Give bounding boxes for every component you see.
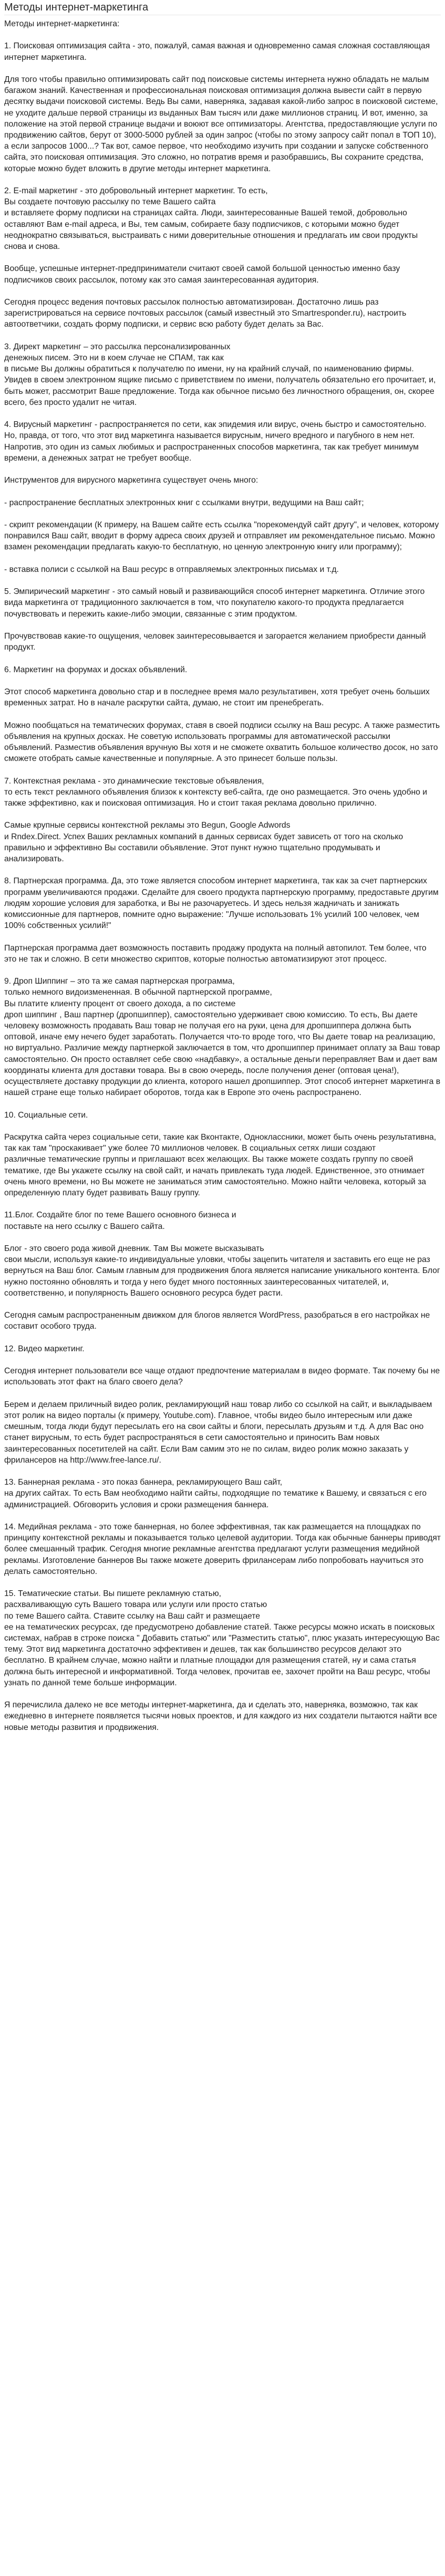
paragraph: 15. Тематические статьи. Вы пишете рекламную статью, расхваливающую суть Вашего товара или услуги или просто статью по теме Вашего сайта. Ставите ссылку на Ваш сайт и размещаете ее на тематических ресурсах, где предусмотрено добавление статей. Также ресурсы можно искать в поисковых системах, набрав в строке поиска " Добавить статью" или "Разместить статью", плюс указать интересующую Вас тему. Этот вид маркетинга достаточно эффективен и дешев, так как большинство ресурсов делают это бесплатно. В крайнем случае, можно найти и платные площадки для размещения статей, ну и сама статья должна быть интересной и информативной. Тогда человек, прочитав ее, захочет пройти на Ваш ресурс, чтобы узнать по данной теме больше информации.: [4, 1589, 440, 1687]
paragraph: Прочувствовав какие-то ощущения, человек заинтересовывается и загорается желанием приобрести данный продукт.: [4, 631, 426, 652]
paragraph: 2. E-mail маркетинг - это добровольный интернет маркетинг. То есть, Вы создаете почтовую рассылку по теме Вашего сайта и вставляете форму подписки на страницах сайта. Люди, заинтересованные Вашей темой, добровольно оставляют Вам e-mail адреса, и Вы, тем самым, собираете базу подписчиков, с которыми можно будет неоднократно связываться, выстраивать с ними доверительные отношения и предлагать им свои продукты снова и снова.: [4, 186, 418, 252]
paragraph: Сегодня процесс ведения почтовых рассылок полностью автоматизирован. Достаточно лишь раз зарегистрироваться на сервисе почтовых рассылок (самый известный это Smartresponder.ru), настроить автоответчики, создать форму подписки, и сервис всю работу будет делать за Вас.: [4, 298, 407, 329]
paragraph: 6. Маркетинг на форумах и досках объявлений.: [4, 665, 188, 674]
paragraph: Для того чтобы правильно оптимизировать сайт под поисковые системы интернета нужно обладать не малым багажом знаний. Качественная и профессиональная поисковая оптимизация должна вывести сайт в первую десятку выдачи поисковой системы. Ведь Вы сами, наверняка, задавая какой-либо запрос в поисковой системе, не уходите дальше первой страницы из выданных Вам тысяч или даже миллионов страниц. И вот, именно, за положение на этой первой странице выдачи и воюют все оптимизаторы. Агентства, предоставляющие услуги по продвижению сайтов, берут от 3000-5000 рублей за один запрос (чтобы по этому запросу сайт попал в ТОП 10), а если запросов 1000...? Так вот, самое первое, что необходимо изучить при создании и запуске собственного сайта, это поисковая оптимизация. Это сложно, но потратив время и разобравшись, Вы сохраните средства, которые можно будет вложить в другие методы интернет маркетинга.: [4, 75, 438, 173]
paragraph: Раскрутка сайта через социальные сети, такие как Вконтакте, Одноклассники, может быть очень результативна, так как там "проскакивает" уже более 70 миллионов человек. В социальных сетях лиши создают различные тематические группы и приглашают всех желающих. Вы также можете создать группу по своей тематике, где Вы укажете ссылку на свой сайт, и начать привлекать туда людей. Единственное, это отнимает очень много времени, но Вы можете не заниматься этим самостоятельно. Можно найти человека, который за определенную плату будет развивать Вашу группу.: [4, 1132, 437, 1197]
paragraph: 14. Медийная реклама - это тоже баннерная, но более эффективная, так как размещается на площадках по принципу контекстной рекламы и показывается только целевой аудитории. Тогда как обычные баннеры приводят более смешанный трафик. Сегодня многие рекламные агентства предлагают услуги размещения медийной рекламы. Изготовление баннеров Вы также можете доверить фрилансерам либо попробовать научиться это делать самостоятельно.: [4, 1522, 441, 1576]
paragraph: 4. Вирусный маркетинг - распространяется по сети, как эпидемия или вирус, очень быстро и самостоятельно. Но, правда, от того, что этот вид маркетинга называется вирусным, ничего вредного и пагубного в нем нет. Напротив, это один из самых любимых и распространенных способов маркетинга, так как требует минимум времени, а денежных затрат не требует вообще.: [4, 420, 427, 463]
paragraph: 8. Партнерская программа. Да, это тоже является способом интернет маркетинга, так как за счет партнерских программ увеличиваются продажи. Сделайте для своего продукта партнерскую программу, предоставьте другим людям хорошие условия для заработка, и Вы не разочаруетесь. И здесь нельзя жадничать и занижать комиссионные для партнеров, помните одно выражение: "Лучше использовать 1% усилий 100 человек, чем 100% собственных усилий!": [4, 877, 439, 931]
paragraph: - вставка полиси с ссылкой на Ваш ресурс в отправляемых электронных письмах и т.д.: [4, 565, 339, 574]
paragraph: 3. Директ маркетинг – это рассылка персонализированных денежных писем. Это ни в коем случае не СПАМ, так как в письме Вы должны обратиться к получателю по имени, ну на крайний случай, по наименованию фирмы. Увидев в своем электронном ящике письмо с приветствием по имени, получатель обязательно его прочитает, и, быть может, рассмотрит Ваше предложение. Тогда как обычное письмо без личностного обращения, он, скорее всего, без просто удалит не читая.: [4, 342, 436, 407]
paragraph: Этот способ маркетинга довольно стар и в последнее время мало результативен, хотя требует очень больших временных затрат. Но в начале раскрутки сайта, думаю, не стоит им пренебрегать.: [4, 687, 430, 708]
paragraph: Сегодня интернет пользователи все чаще отдают предпочтение материалам в видео формате. Так почему бы не использовать этот факт на благо своего дела?: [4, 1367, 440, 1387]
article-body: [4, 18, 441, 1733]
paragraph: Блог - это своего рода живой дневник. Там Вы можете высказывать свои мысли, используя какие-то индивидуальные уловки, чтобы зацепить читателя и заставить его еще не раз вернуться на Ваш блог. Самым главным для продвижения блога является написание уникального контента. Блог нужно постоянно обновлять и тогда у него будет много постоянных заинтересованных читателей, и, соответственно, и популярность Вашего основного ресурса будет расти.: [4, 1244, 440, 1298]
paragraph: 13. Баннерная реклама - это показ баннера, рекламирующего Ваш сайт, на других сайтах. То есть Вам необходимо найти сайты, подходящие по тематике к Вашему, и связаться с его администрацией. Обговорить условия и сроки размещения баннера.: [4, 1478, 427, 1509]
paragraph: 1. Поисковая оптимизация сайта - это, пожалуй, самая важная и одновременно самая сложная составляющая интернет маркетинга.: [4, 41, 430, 62]
paragraph: 9. Дроп Шиппинг – это та же самая партнерская программа, только немного видоизмененная. В обычной партнерской программе, Вы платите клиенту процент от своего дохода, а по системе дроп шиппинг , Ваш партнер (дропшиппер), самостоятельно удерживает свою комиссию. То есть, Вы даете человеку возможность продавать Ваш товар не получая его на руки, цена для дропшиппера должна быть оптовой, иначе ему нечего будет заработать. Получается что-то вроде того, что Вы даете товар на реализацию, но виртуально. Различие между партнеркой заключается в том, что дропшиппер принимает оплату за Ваш товар самостоятельно. Он просто оставляет себе свою «надбавку», а остальные деньги переправляет Вам и дает вам координаты клиента для доставки товара. Вы в свою очередь, после получения денег (оптовая цена!), осуществляете доставку продукции до клиента, которого нашел дропшиппер. Этот способ интернет маркетинга в нашей стране еще только набирает оборотов, тогда как в Европе это очень распространено.: [4, 977, 441, 1098]
paragraph: Я перечислила далеко не все методы интернет-маркетинга, да и сделать это, наверняка, возможно, так как ежедневно в интернете появляется тысячи новых проектов, и для каждого из них создатели пытаются найти все новые методы развития и продвижения.: [4, 1701, 437, 1732]
paragraph: Вообще, успешные интернет-предприниматели считают своей самой большой ценностью именно базу подписчиков своих рассылок, потому как это самая заинтересованная аудитория.: [4, 264, 400, 285]
paragraph: - скрипт рекомендации (К примеру, на Вашем сайте есть ссылка "порекомендуй сайт другу", и человек, которому понравился Ваш сайт, вводит в форму адреса своих друзей и отправляет им рекомендательное письмо. Можно взамен рекомендации предлагать какую-то бесплатную, но ценную электронную книгу или программу);: [4, 520, 439, 552]
paragraph: 10. Социальные сети.: [4, 1110, 88, 1120]
paragraph: Самые крупные сервисы контекстной рекламы это Begun, Google Adwords и Rndex.Direct. Успех Ваших рекламных компаний в данных сервисах будет зависеть от того на сколько правильно и эффективно Вы составили объявление. Этот пункт нужно тщательно продумывать и анализировать.: [4, 821, 403, 863]
paragraph: Сегодня самым распространенным движком для блогов является WordPress, разобраться в его настройках не составит особого труда.: [4, 1311, 430, 1331]
paragraph: Берем и делаем приличный видео ролик, рекламирующий наш товар либо со ссылкой на сайт, и выкладываем этот ролик на видео порталы (к примеру, Youtube.com). Главное, чтобы видео было интересным или даже смешным, тогда люди будут пересылать его на свои сайты и блоги, пересылать друзьям и т.д. А для Вас оно станет вирусным, то есть будет распространяться в сети самостоятельно и приносить Вам новых заинтересованных посетителей на сайт. Если Вам самим это не по силам, видео ролик можно заказать у фрилансеров на http://www.free-lance.ru/.: [4, 1400, 432, 1465]
paragraph: 11.Блог. Создайте блог по теме Вашего основного бизнеса и поставьте на него ссылку с Вашего сайта.: [4, 1211, 236, 1231]
paragraph: 5. Эмпирический маркетинг - это самый новый и развивающийся способ интернет маркетинга. Отличие этого вида маркетинга от традиционного заключается в том, что покупателю какого-то продукта предлагается почувствовать и пережить какие-либо эмоции, связанные с этим продуктом.: [4, 587, 425, 619]
paragraph: - распространение бесплатных электронных книг с ссылками внутри, ведущими на Ваш сайт;: [4, 498, 364, 507]
page-title: Методы интернет-маркетинга: [4, 1, 441, 15]
paragraph: Можно пообщаться на тематических форумах, ставя в своей подписи ссылку на Ваш ресурс. А также разместить объявления на крупных досках. Не советую использовать программы для автоматической рассылки объявлений. Разместив объявления вручную Вы хотя и не сможете охватить большое количество досок, но зато сможете отобрать самые качественные и популярные. А это принесет больше пользы.: [4, 721, 440, 764]
paragraph: Методы интернет-маркетинга:: [4, 19, 120, 28]
paragraph: 7. Контекстная реклама - это динамические текстовые объявления, то есть текст рекламного объявления близок к контексту веб-сайта, где оно размещается. Это очень удобно и также эффективно, как и поисковая оптимизация. Но и стоит такая реклама довольно прилично.: [4, 776, 427, 808]
paragraph: 12. Видео маркетинг.: [4, 1344, 85, 1353]
paragraph: Партнерская программа дает возможность поставить продажу продукта на полный автопилот. Тем более, что это не так и сложно. В сети множество скриптов, которые полностью автоматизируют этот процесс.: [4, 943, 427, 964]
paragraph: Инструментов для вирусного маркетинга существует очень много:: [4, 476, 258, 485]
